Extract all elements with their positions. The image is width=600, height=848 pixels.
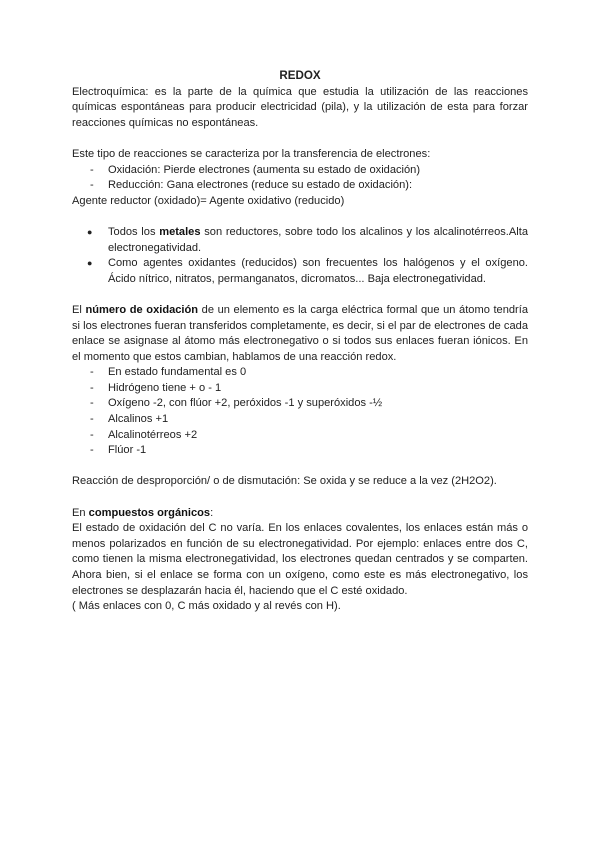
list-item: - Oxidación: Pierde electrones (aumenta su estado de oxidación) xyxy=(72,163,528,179)
redox-types-list xyxy=(72,163,528,194)
list-item: - Oxígeno -2, con flúor +2, peróxidos -1 y superóxidos -½ xyxy=(72,396,528,412)
agents-bullet-list xyxy=(72,225,528,287)
bold-term-numero-oxidacion: número de oxidación xyxy=(85,303,199,316)
bold-term-compuestos-organicos: compuestos orgánicos xyxy=(88,506,211,519)
organic-heading xyxy=(72,506,528,522)
paragraph-text: El xyxy=(72,303,86,316)
disproportion-paragraph: Reacción de desproporción/ o de dismutación: Se oxida y se reduce a la vez (2H2O2). xyxy=(72,475,497,488)
organic-note: ( Más enlaces con 0, C más oxidado y al revés con H). xyxy=(72,600,341,613)
agents-line: Agente reductor (oxidado)= Agente oxidativo (reducido) xyxy=(72,194,345,207)
types-lead: Este tipo de reacciones se caracteriza por la transferencia de electrones: xyxy=(72,147,431,160)
oxidation-rules-list xyxy=(72,365,528,459)
bold-term-metales: metales xyxy=(159,225,201,238)
list-item: - Hidrógeno tiene + o - 1 xyxy=(72,381,528,397)
document-page xyxy=(72,68,528,615)
paragraph-text: de un elemento es la carga eléctrica formal que un átomo tendría si los electrones fueran transferidos completamente, es decir, si el par de electrones de cada enlace se asignase al átomo más electronegativo o si todos sus enlaces fueran iónicos. En el momento que estos cambian, hablamos de una reacción redox. xyxy=(72,303,528,363)
list-item: - Reducción: Gana electrones (reduce su estado de oxidación): xyxy=(72,178,528,194)
bullet-text: Todos los xyxy=(108,225,160,238)
list-item: - Alcalinos +1 xyxy=(72,412,528,428)
list-item: - Alcalinotérreos +2 xyxy=(72,428,528,444)
list-item: - En estado fundamental es 0 xyxy=(72,365,528,381)
bullet-text: son reductores, sobre todo los alcalinos y los alcalinotérreos.Alta electronegatividad. xyxy=(108,225,529,254)
heading-text: : xyxy=(210,506,214,519)
intro-paragraph: Electroquímica: es la parte de la química que estudia la utilización de las reacciones químicas espontáneas para producir electricidad (pila), y la utilización de esta para forzar reacciones químicas no espontáneas. xyxy=(72,85,528,129)
bullet-item-oxidantes: ● Como agentes oxidantes (reducidos) son frecuentes los halógenos y el oxígeno. Ácido nítrico, nitratos, permanganatos, dicromatos... Baja electronegatividad. xyxy=(72,256,528,287)
page-title: REDOX xyxy=(279,69,321,82)
organic-paragraph: El estado de oxidación del C no varía. En los enlaces covalentes, los enlaces están más o menos polarizados en función de su electronegatividad. Por ejemplo: enlaces entre dos C, como tienen la misma electronegatividad, los electrones quedan centrados y se comparten. Ahora bien, si el enlace se forma con un oxígeno, como este es más electronegativo, los electrones se desplazarán hacia él, haciendo que el C esté oxidado. xyxy=(72,522,528,597)
bullet-item-metales xyxy=(72,225,528,256)
heading-text: En xyxy=(72,506,89,519)
oxidation-number-paragraph xyxy=(72,303,528,365)
list-item: - Flúor -1 xyxy=(72,443,528,459)
